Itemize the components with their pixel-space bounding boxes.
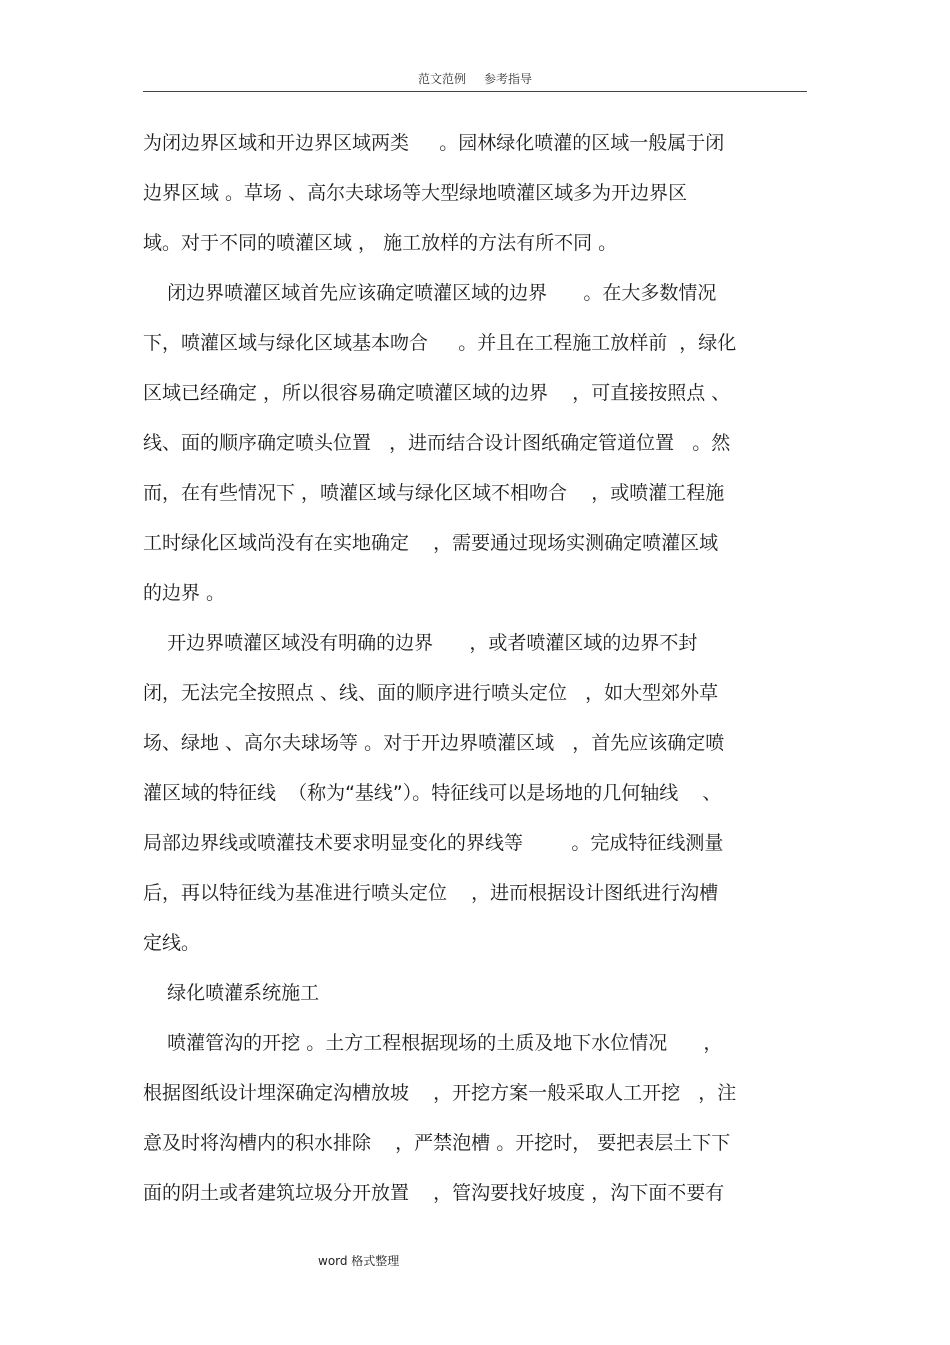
text-line: 局部边界线或喷灌技术要求明显变化的界线等 。完成特征线测量 (143, 832, 724, 854)
section-heading: 绿化喷灌系统施工 (143, 982, 320, 1004)
text-line: 工时绿化区域尚没有在实地确定 ，需要通过现场实测确定喷灌区域 (143, 532, 719, 554)
header-rule (143, 91, 807, 92)
text-line: 灌区域的特征线 （称为“基线”）。特征线可以是场地的几何轴线 、 (143, 782, 722, 804)
text-line: 线、面的顺序确定喷头位置 ，进而结合设计图纸确定管道位置 。然 (143, 432, 731, 454)
page-header (0, 70, 950, 87)
text-line: 闭边界喷灌区域首先应该确定喷灌区域的边界 。在大多数情况 (143, 282, 717, 304)
header-left-text: 范文范例 (417, 72, 466, 86)
text-line: 面的阴土或者建筑垃圾分开放置 ，管沟要找好坡度 ，沟下面不要有 (143, 1182, 725, 1204)
text-line: 定线。 (143, 932, 201, 954)
text-line: 域。对于不同的喷灌区域 ， 施工放样的方法有所不同 。 (143, 232, 618, 254)
text-line: 而，在有些情况下 ，喷灌区域与绿化区域不相吻合 ，或喷灌工程施 (143, 482, 725, 504)
text-line: 闭，无法完全按照点 、线、面的顺序进行喷头定位 ，如大型郊外草 (143, 682, 719, 704)
text-line: 的边界 。 (143, 582, 226, 604)
text-line: 场、绿地 、高尔夫球场等 。对于开边界喷灌区域 ，首先应该确定喷 (143, 732, 725, 754)
text-line: 根据图纸设计埋深确定沟槽放坡 ，开挖方案一般采取人工开挖 ，注 (143, 1082, 737, 1104)
text-line: 开边界喷灌区域没有明确的边界 ，或者喷灌区域的边界不封 (143, 632, 698, 654)
page-footer: word 格式整理 (318, 1254, 400, 1268)
text-line: 下，喷灌区域与绿化区域基本吻合 。并且在工程施工放样前 ，绿化 (143, 332, 737, 354)
text-line: 后，再以特征线为基准进行喷头定位 ，进而根据设计图纸进行沟槽 (143, 882, 719, 904)
text-line: 喷灌管沟的开挖 。土方工程根据现场的土质及地下水位情况 ， (143, 1032, 723, 1054)
text-line: 为闭边界区域和开边界区域两类 。园林绿化喷灌的区域一般属于闭 (143, 132, 725, 154)
text-line: 区域已经确定 ，所以很容易确定喷灌区域的边界 ，可直接按照点 、 (143, 382, 731, 404)
text-line: 边界区域 。草场 、高尔夫球场等大型绿地喷灌区域多为开边界区 (143, 182, 688, 204)
header-right-text: 参考指导 (484, 72, 533, 86)
text-line: 意及时将沟槽内的积水排除 ，严禁泡槽 。开挖时， 要把表层土下下 (143, 1132, 731, 1154)
